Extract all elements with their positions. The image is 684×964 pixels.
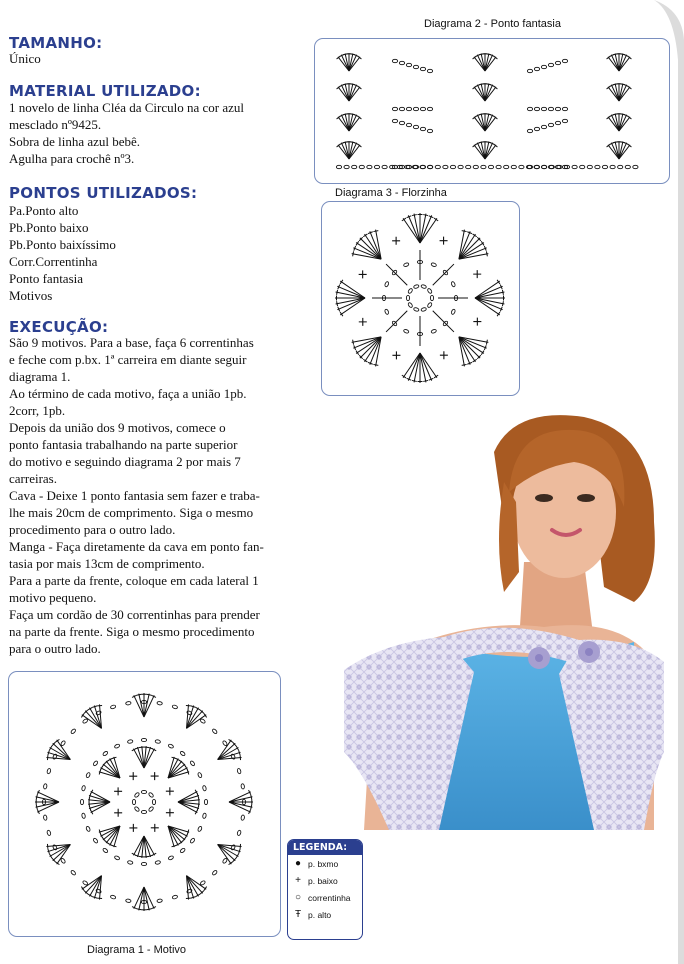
chain-stitch xyxy=(451,281,456,287)
chain-stitch xyxy=(134,792,140,798)
fan-cluster xyxy=(218,844,242,865)
chain-stitch xyxy=(180,751,186,757)
chain-stitch xyxy=(352,165,357,168)
tall-stitch xyxy=(433,264,454,285)
single-crochet xyxy=(151,772,159,780)
fan-cluster xyxy=(352,230,381,259)
chain-stitch xyxy=(102,848,108,854)
fan-cluster xyxy=(229,790,253,814)
text-line: Depois da união dos 9 motivos, comece o xyxy=(9,420,226,435)
legend xyxy=(287,839,363,940)
chain-stitch xyxy=(392,59,397,62)
chain-stitch xyxy=(562,59,567,62)
chain-stitch xyxy=(431,262,437,267)
text-line: e feche com p.bx. 1ª carreira em diante seguir xyxy=(9,352,247,367)
chain-stitch xyxy=(47,768,52,774)
chain-stitch xyxy=(406,107,411,110)
fan-cluster xyxy=(475,280,505,316)
fan-cluster xyxy=(186,876,207,900)
single-crochet xyxy=(114,787,122,795)
chain-stitch xyxy=(202,813,206,819)
chain-stitch xyxy=(141,862,146,865)
chain-stitch xyxy=(427,288,433,294)
chain-stitch xyxy=(548,63,553,66)
chain-stitch xyxy=(241,815,245,821)
fan-cluster xyxy=(168,757,189,778)
fan-cluster xyxy=(99,826,120,847)
text-line: Pa.Ponto alto xyxy=(9,203,79,218)
fan-cluster xyxy=(607,83,632,101)
chain-stitch xyxy=(527,107,532,110)
chain-stitch xyxy=(60,858,66,864)
diagram-2-chart xyxy=(315,39,669,183)
fan-cluster xyxy=(473,53,498,71)
chain-stitch xyxy=(541,65,546,68)
fan-cluster xyxy=(473,113,498,131)
text-line: Manga - Faça diretamente da cava em ponto fan- xyxy=(9,539,264,554)
single-crochet xyxy=(359,270,367,278)
single-crochet xyxy=(440,351,448,359)
single-crochet xyxy=(129,824,137,832)
chain-stitch xyxy=(399,61,404,64)
single-crochet xyxy=(129,772,137,780)
chain-stitch xyxy=(541,125,546,128)
text-line: Ao término de cada motivo, faça a união 1pb. xyxy=(9,386,247,401)
chain-stitch xyxy=(481,165,486,168)
chain-stitch xyxy=(562,119,567,122)
text-line: Sobra de linha azul bebê. xyxy=(9,134,141,149)
chain-stitch xyxy=(595,165,600,168)
text-line: mesclado nº9425. xyxy=(9,117,102,132)
fan-cluster xyxy=(473,141,498,159)
chain-stitch xyxy=(82,718,88,724)
fan-cluster xyxy=(337,83,362,101)
chain-stitch xyxy=(407,288,413,294)
chain-stitch xyxy=(212,870,218,876)
chain-stitch xyxy=(190,838,196,844)
chain-stitch xyxy=(81,785,85,791)
chain-stitch xyxy=(200,880,206,886)
fan-cluster xyxy=(178,790,200,814)
chain-stitch xyxy=(413,284,419,289)
fan-cluster xyxy=(35,790,59,814)
chain-stitch xyxy=(633,165,638,168)
chain-stitch xyxy=(534,107,539,110)
chain-stitch xyxy=(413,307,419,312)
single-crochet xyxy=(114,809,122,817)
chain-stitch xyxy=(157,701,163,705)
chain-stitch xyxy=(488,165,493,168)
chain-stitch xyxy=(141,738,146,741)
chain-stitch xyxy=(202,785,206,791)
chain-stitch xyxy=(134,806,140,812)
text-line: 2corr, 1pb. xyxy=(9,403,66,418)
heading-execucao: EXECUÇÃO: xyxy=(9,318,109,336)
text-line: Motivos xyxy=(9,288,53,303)
chain-stitch xyxy=(587,165,592,168)
text-line: tasia por mais 13cm de comprimento. xyxy=(9,556,205,571)
chain-stitch xyxy=(47,830,52,836)
fan-cluster xyxy=(99,757,120,778)
chain-stitch xyxy=(141,810,146,813)
chain-stitch xyxy=(155,860,161,864)
text-line: Único xyxy=(9,51,41,66)
chain-stitch xyxy=(435,165,440,168)
chain-stitch xyxy=(421,307,427,312)
chain-stitch xyxy=(374,165,379,168)
diagram-1 xyxy=(8,671,281,937)
chain-stitch xyxy=(542,165,547,168)
chain-stitch xyxy=(93,838,99,844)
text-line: Pb.Ponto baixo xyxy=(9,220,89,235)
chain-stitch xyxy=(237,830,242,836)
model-photo xyxy=(344,412,664,830)
chain-stitch xyxy=(86,772,91,778)
text-line: lhe mais 20cm de comprimento. Siga o mesmo xyxy=(9,505,254,520)
chain-stitch xyxy=(126,701,132,705)
fan-cluster xyxy=(473,83,498,101)
tall-stitch xyxy=(433,311,454,332)
chain-stitch xyxy=(80,799,83,804)
chain-stitch xyxy=(555,107,560,110)
text-line: diagrama 1. xyxy=(9,369,71,384)
chain-stitch xyxy=(127,860,133,864)
caption-diagram-2: Diagrama 2 - Ponto fantasia xyxy=(424,18,561,30)
chain-stitch xyxy=(427,69,432,72)
text-line: do motivo e seguindo diagrama 2 por mais 7 xyxy=(9,454,241,469)
chain-stitch xyxy=(43,784,47,790)
chain-stitch xyxy=(625,165,630,168)
chain-stitch xyxy=(555,121,560,124)
chain-stitch xyxy=(407,302,413,308)
chain-stitch xyxy=(511,165,516,168)
chain-stitch xyxy=(548,107,553,110)
chain-stitch xyxy=(200,718,206,724)
chain-stitch xyxy=(541,107,546,110)
chain-stitch xyxy=(344,165,349,168)
single-crochet xyxy=(473,270,481,278)
text-line: procedimento para o outro lado. xyxy=(9,522,176,537)
chain-stitch xyxy=(70,728,76,734)
chain-stitch xyxy=(428,165,433,168)
fan-cluster xyxy=(46,739,70,760)
chain-stitch xyxy=(212,728,218,734)
chain-stitch xyxy=(60,740,66,746)
fan-cluster xyxy=(132,836,156,858)
chain-stitch xyxy=(403,329,409,334)
text-line: 1 novelo de linha Cléa da Circulo na cor azul xyxy=(9,100,245,115)
chain-stitch xyxy=(602,165,607,168)
fan-cluster xyxy=(337,141,362,159)
fan-cluster xyxy=(607,141,632,159)
legend-label: p. alto xyxy=(308,909,332,920)
fan-cluster xyxy=(132,693,156,717)
chain-stitch xyxy=(427,129,432,132)
chain-stitch xyxy=(406,63,411,66)
chain-stitch xyxy=(81,813,85,819)
chain-stitch xyxy=(555,61,560,64)
chain-stitch xyxy=(168,744,174,749)
text-line: Cava - Deixe 1 ponto fantasia sem fazer e traba- xyxy=(9,488,260,503)
plus-icon: + xyxy=(295,875,301,886)
chain-stitch xyxy=(427,107,432,110)
chain-stitch xyxy=(413,107,418,110)
fan-cluster xyxy=(459,230,488,259)
fan-cluster xyxy=(218,739,242,760)
tall-stitch xyxy=(386,264,407,285)
chain-stitch xyxy=(466,165,471,168)
chain-stitch xyxy=(148,806,154,812)
chain-stitch xyxy=(382,165,387,168)
fan-cluster xyxy=(132,887,156,911)
chain-stitch xyxy=(148,792,154,798)
chain-stitch xyxy=(450,165,455,168)
text-line: Ponto fantasia xyxy=(9,271,84,286)
chain-stitch xyxy=(420,127,425,130)
legend-item xyxy=(288,889,362,906)
chain-stitch xyxy=(458,165,463,168)
fan-cluster xyxy=(81,704,102,728)
chain-stitch xyxy=(399,107,404,110)
text-line: Pb.Ponto baixíssimo xyxy=(9,237,116,252)
single-crochet xyxy=(473,318,481,326)
text-line: Para a parte da frente, coloque em cada lateral 1 xyxy=(9,573,259,588)
chain-stitch xyxy=(430,295,433,300)
chain-stitch xyxy=(222,858,228,864)
chain-stitch xyxy=(172,705,178,710)
single-crochet xyxy=(166,809,174,817)
chain-stitch xyxy=(548,123,553,126)
diagram-2 xyxy=(314,38,670,184)
chain-stitch xyxy=(413,65,418,68)
single-crochet xyxy=(166,787,174,795)
chain-stitch xyxy=(384,281,389,287)
chain-stitch xyxy=(152,799,155,804)
fan-cluster xyxy=(402,353,438,383)
fan-cluster xyxy=(337,53,362,71)
heading-material: MATERIAL UTILIZADO: xyxy=(9,82,201,100)
chain-stitch xyxy=(336,165,341,168)
text-line: Faça um cordão de 30 correntinhas para prender xyxy=(9,607,260,622)
chain-stitch xyxy=(157,899,163,903)
single-crochet xyxy=(392,351,400,359)
fan-cluster xyxy=(337,113,362,131)
chain-stitch xyxy=(534,67,539,70)
chain-stitch xyxy=(359,165,364,168)
chain-stitch xyxy=(102,751,108,757)
diagram-1-chart xyxy=(9,672,280,936)
chain-stitch xyxy=(114,855,120,860)
text-line: ponto fantasia trabalhando na parte superior xyxy=(9,437,238,452)
diagram-3-chart xyxy=(322,202,519,395)
chain-stitch xyxy=(610,165,615,168)
legend-label: p. baixo xyxy=(308,875,338,886)
chain-stitch xyxy=(141,790,146,793)
text-line: para o outro lado. xyxy=(9,641,101,656)
heading-tamanho: TAMANHO: xyxy=(9,34,103,52)
chain-stitch xyxy=(519,165,524,168)
dot-icon: ● xyxy=(294,858,302,869)
chain-stitch xyxy=(197,826,202,832)
chain-stitch xyxy=(168,855,174,860)
text-line: Corr.Correntinha xyxy=(9,254,98,269)
chain-stitch xyxy=(618,165,623,168)
chain-stitch xyxy=(110,705,116,710)
caption-diagram-1: Diagrama 1 - Motivo xyxy=(87,944,187,956)
legend-label: p. bxmo xyxy=(308,858,339,869)
single-crochet xyxy=(359,318,367,326)
chain-stitch xyxy=(114,744,120,749)
chain-stitch xyxy=(132,799,135,804)
chain-stitch xyxy=(420,107,425,110)
chain-stitch xyxy=(534,127,539,130)
fan-cluster xyxy=(46,844,70,865)
chain-stitch xyxy=(527,129,532,132)
fan-cluster xyxy=(88,790,110,814)
chain-stitch xyxy=(197,772,202,778)
chain-stitch xyxy=(190,760,196,766)
chain-stitch xyxy=(43,815,47,821)
chain-stitch xyxy=(451,309,456,315)
chain-stitch xyxy=(392,119,397,122)
chain-stitch xyxy=(180,848,186,854)
chain-stitch xyxy=(572,165,577,168)
chain-stitch xyxy=(241,784,245,790)
text-line: na parte da frente. Siga o mesmo procedimento xyxy=(9,624,255,639)
fan-cluster xyxy=(186,704,207,728)
chain-stitch xyxy=(580,165,585,168)
heading-pontos: PONTOS UTILIZADOS: xyxy=(9,184,198,202)
chain-stitch xyxy=(427,302,433,308)
tall-stitch xyxy=(386,311,407,332)
text-line: São 9 motivos. Para a base, faça 6 correntinhas xyxy=(9,335,254,350)
chain-stitch xyxy=(443,165,448,168)
fan-cluster xyxy=(168,826,189,847)
chain-stitch xyxy=(421,284,427,289)
chain-stitch xyxy=(86,826,91,832)
chain-stitch xyxy=(399,121,404,124)
oval-icon: ○ xyxy=(294,892,302,903)
chain-stitch xyxy=(562,107,567,110)
fan-cluster xyxy=(81,876,102,900)
fan-cluster xyxy=(607,113,632,131)
chain-stitch xyxy=(237,768,242,774)
chain-stitch xyxy=(127,739,133,743)
chain-stitch xyxy=(155,739,161,743)
text-line: motivo pequeno. xyxy=(9,590,97,605)
chain-stitch xyxy=(413,125,418,128)
text-line: carreiras. xyxy=(9,471,57,486)
fan-cluster xyxy=(402,213,438,243)
chain-stitch xyxy=(384,309,389,315)
chain-stitch xyxy=(82,880,88,886)
tall-stitch-icon: Ŧ xyxy=(294,909,302,920)
single-crochet xyxy=(151,824,159,832)
chain-stitch xyxy=(204,799,207,804)
fan-cluster xyxy=(607,53,632,71)
fan-cluster xyxy=(352,337,381,366)
single-crochet xyxy=(392,237,400,245)
legend-label: correntinha xyxy=(308,892,351,903)
chain-stitch xyxy=(93,760,99,766)
chain-stitch xyxy=(126,899,132,903)
fan-cluster xyxy=(459,337,488,366)
chain-stitch xyxy=(172,895,178,900)
chain-stitch xyxy=(406,295,409,300)
legend-item xyxy=(288,872,362,889)
chain-stitch xyxy=(420,67,425,70)
single-crochet xyxy=(440,237,448,245)
chain-stitch xyxy=(431,329,437,334)
diagram-3 xyxy=(321,201,520,396)
chain-stitch xyxy=(403,262,409,267)
chain-stitch xyxy=(222,740,228,746)
chain-stitch xyxy=(473,165,478,168)
legend-item xyxy=(288,855,362,872)
chain-stitch xyxy=(527,69,532,72)
chain-stitch xyxy=(406,123,411,126)
legend-item xyxy=(288,906,362,923)
legend-title: LEGENDA: xyxy=(288,840,362,855)
caption-diagram-3: Diagrama 3 - Florzinha xyxy=(335,187,447,199)
fan-cluster xyxy=(132,746,156,768)
fan-cluster xyxy=(335,280,365,316)
chain-stitch xyxy=(392,107,397,110)
chain-stitch xyxy=(504,165,509,168)
chain-stitch xyxy=(496,165,501,168)
chain-stitch xyxy=(110,895,116,900)
chain-stitch xyxy=(70,870,76,876)
text-line: Agulha para crochê nº3. xyxy=(9,151,135,166)
chain-stitch xyxy=(367,165,372,168)
